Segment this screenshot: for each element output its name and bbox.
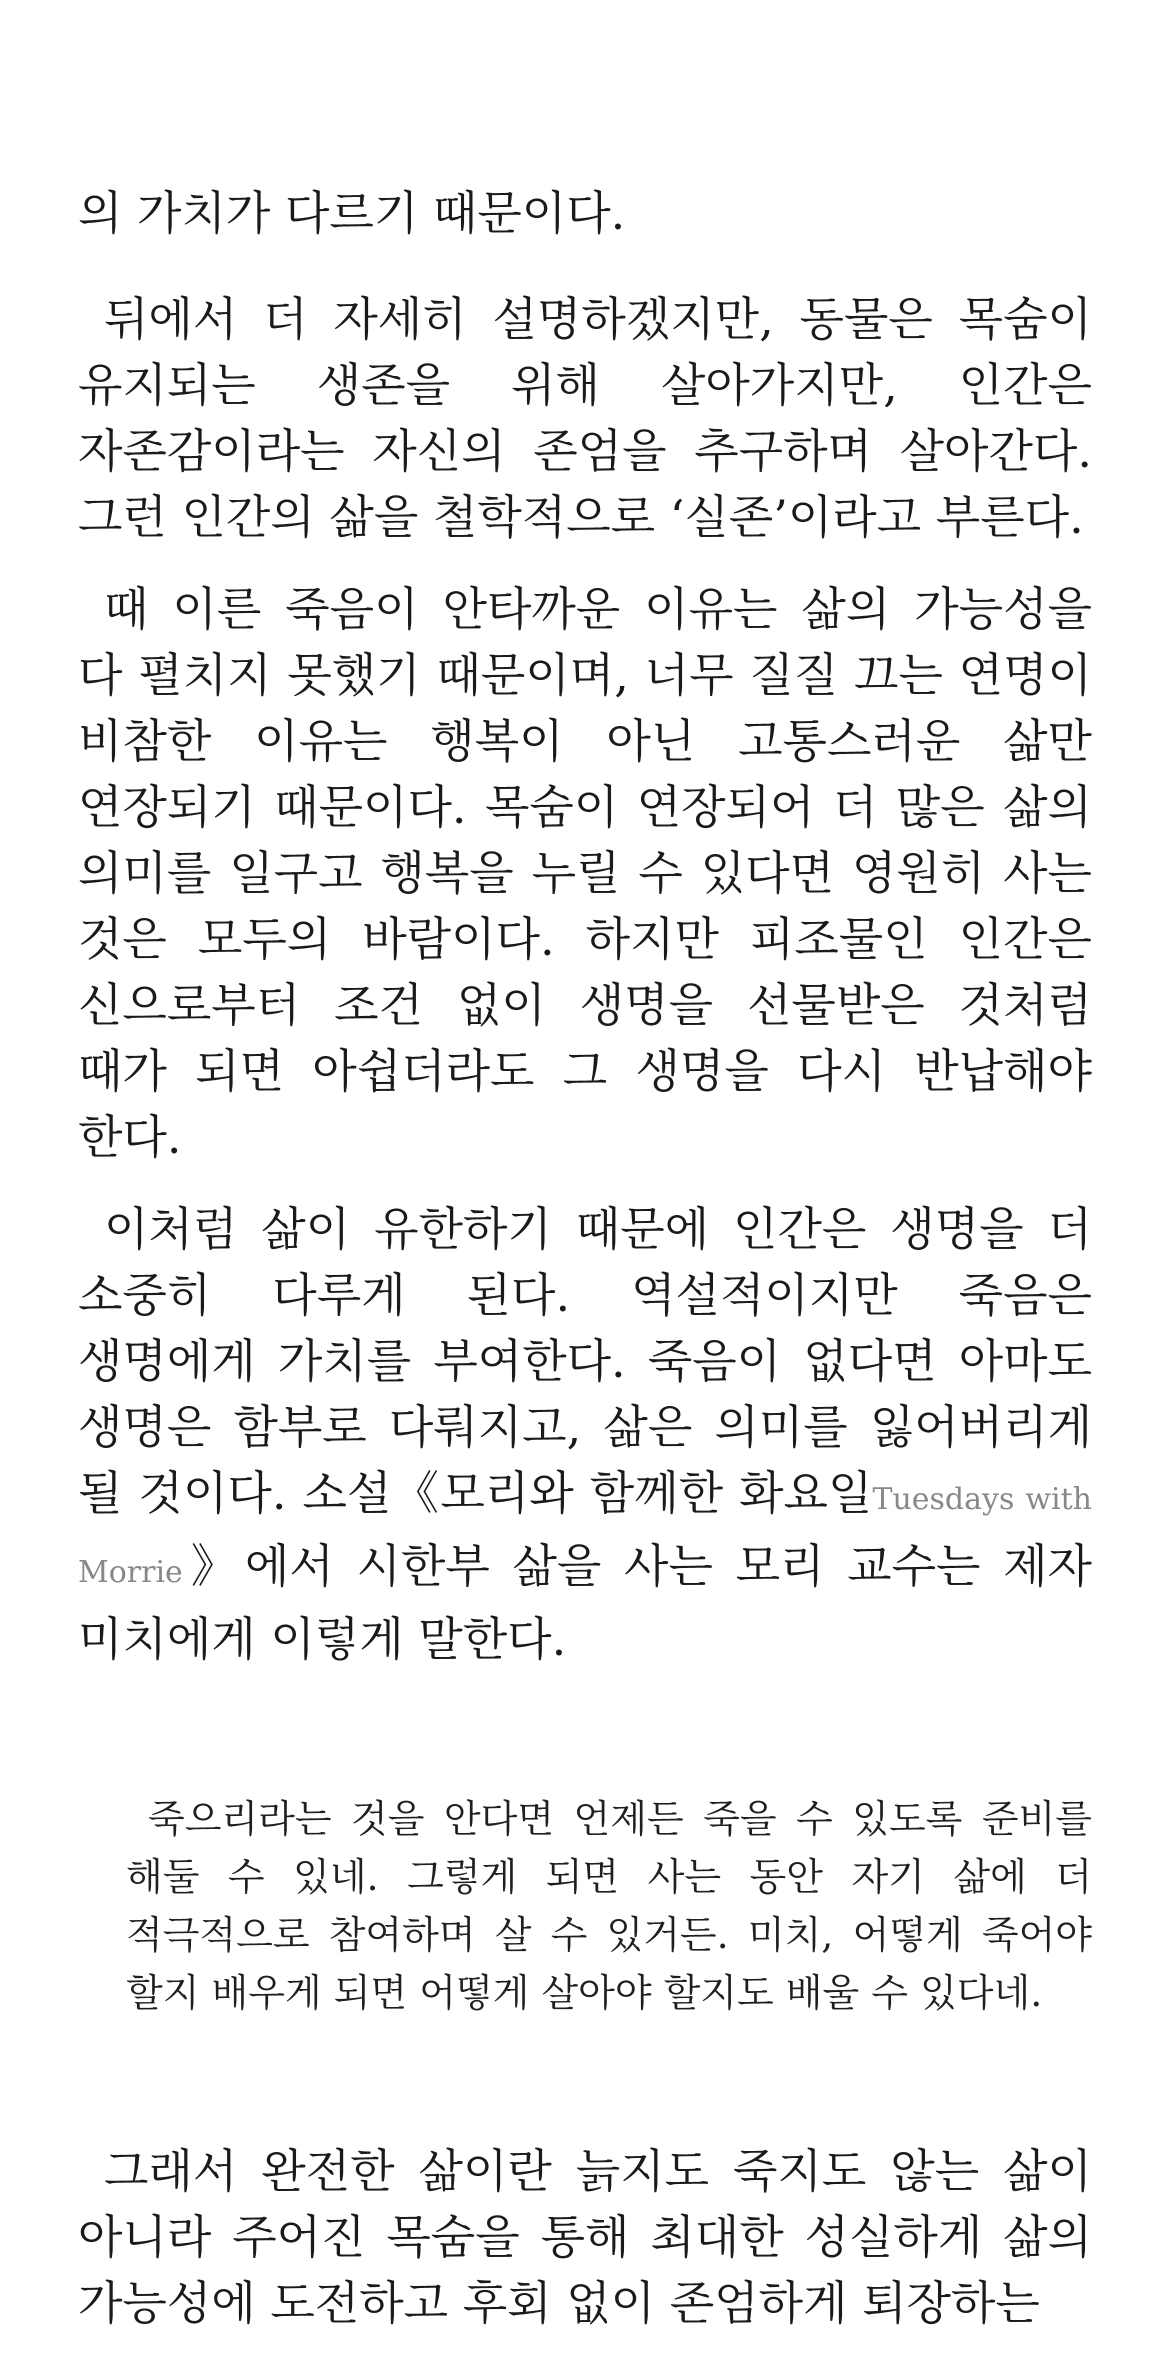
paragraph-continuation: 의 가치가 다르기 때문이다. — [78, 186, 626, 240]
paragraph-finite-life — [78, 1196, 1092, 1672]
book-title-english: Tuesdays with Morrie — [78, 1482, 1093, 1590]
document-page — [78, 180, 1092, 2362]
paragraph-existence: 뒤에서 더 자세히 설명하겠지만, 동물은 목숨이 유지되는 생존을 위해 살아가지만, 인간은 자존감이라는 자신의 존엄을 추구하며 살아간다. 그런 인간의 삶을 철학적으로 ‘실존’이라고 부른다. — [78, 292, 1092, 544]
paragraph-death-and-life: 때 이른 죽음이 안타까운 이유는 삶의 가능성을 다 펼치지 못했기 때문이며, 너무 질질 끄는 연명이 비참한 이유는 행복이 아닌 고통스러운 삶만 연장되기 때문이다. 목숨이 연장되어 더 많은 삶의 의미를 일구고 행복을 누릴 수 있다면 영원히 사는 것은 모두의 바람이다. 하지만 피조물인 인간은 신으로부터 조건 없이 생명을 선물받은 것처럼 때가 되면 아쉽더라도 그 생명을 다시 반납해야 한다. — [78, 582, 1092, 1164]
block-quote: 죽으리라는 것을 안다면 언제든 죽을 수 있도록 준비를 해둘 수 있네. 그렇게 되면 사는 동안 자기 삶에 더 적극적으로 참여하며 살 수 있거든. 미치, 어떻게 죽어야 할지 배우게 되면 어떻게 살아야 할지도 배울 수 있다네. — [126, 1797, 1092, 2015]
paragraph-finite-life-text: 이처럼 삶이 유한하기 때문에 인간은 생명을 더 소중히 다루게 된다. 역설적이지만 죽음은 생명에게 가치를 부여한다. 죽음이 없다면 아마도 생명은 함부로 다뤄지고, 삶은 의미를 잃어버리게 될 것이다. 소설《모리와 함께한 화요일 — [78, 1202, 1092, 1520]
paragraph-complete-life: 그래서 완전한 삶이란 늙지도 죽지도 않는 삶이 아니라 주어진 목숨을 통해 최대한 성실하게 삶의 가능성에 도전하고 후회 없이 존엄하게 퇴장하는 — [78, 2144, 1092, 2330]
paragraph-finite-life-text-end: 》에서 시한부 삶을 사는 모리 교수는 제자 미치에게 이렇게 말한다. — [78, 1539, 1092, 1666]
